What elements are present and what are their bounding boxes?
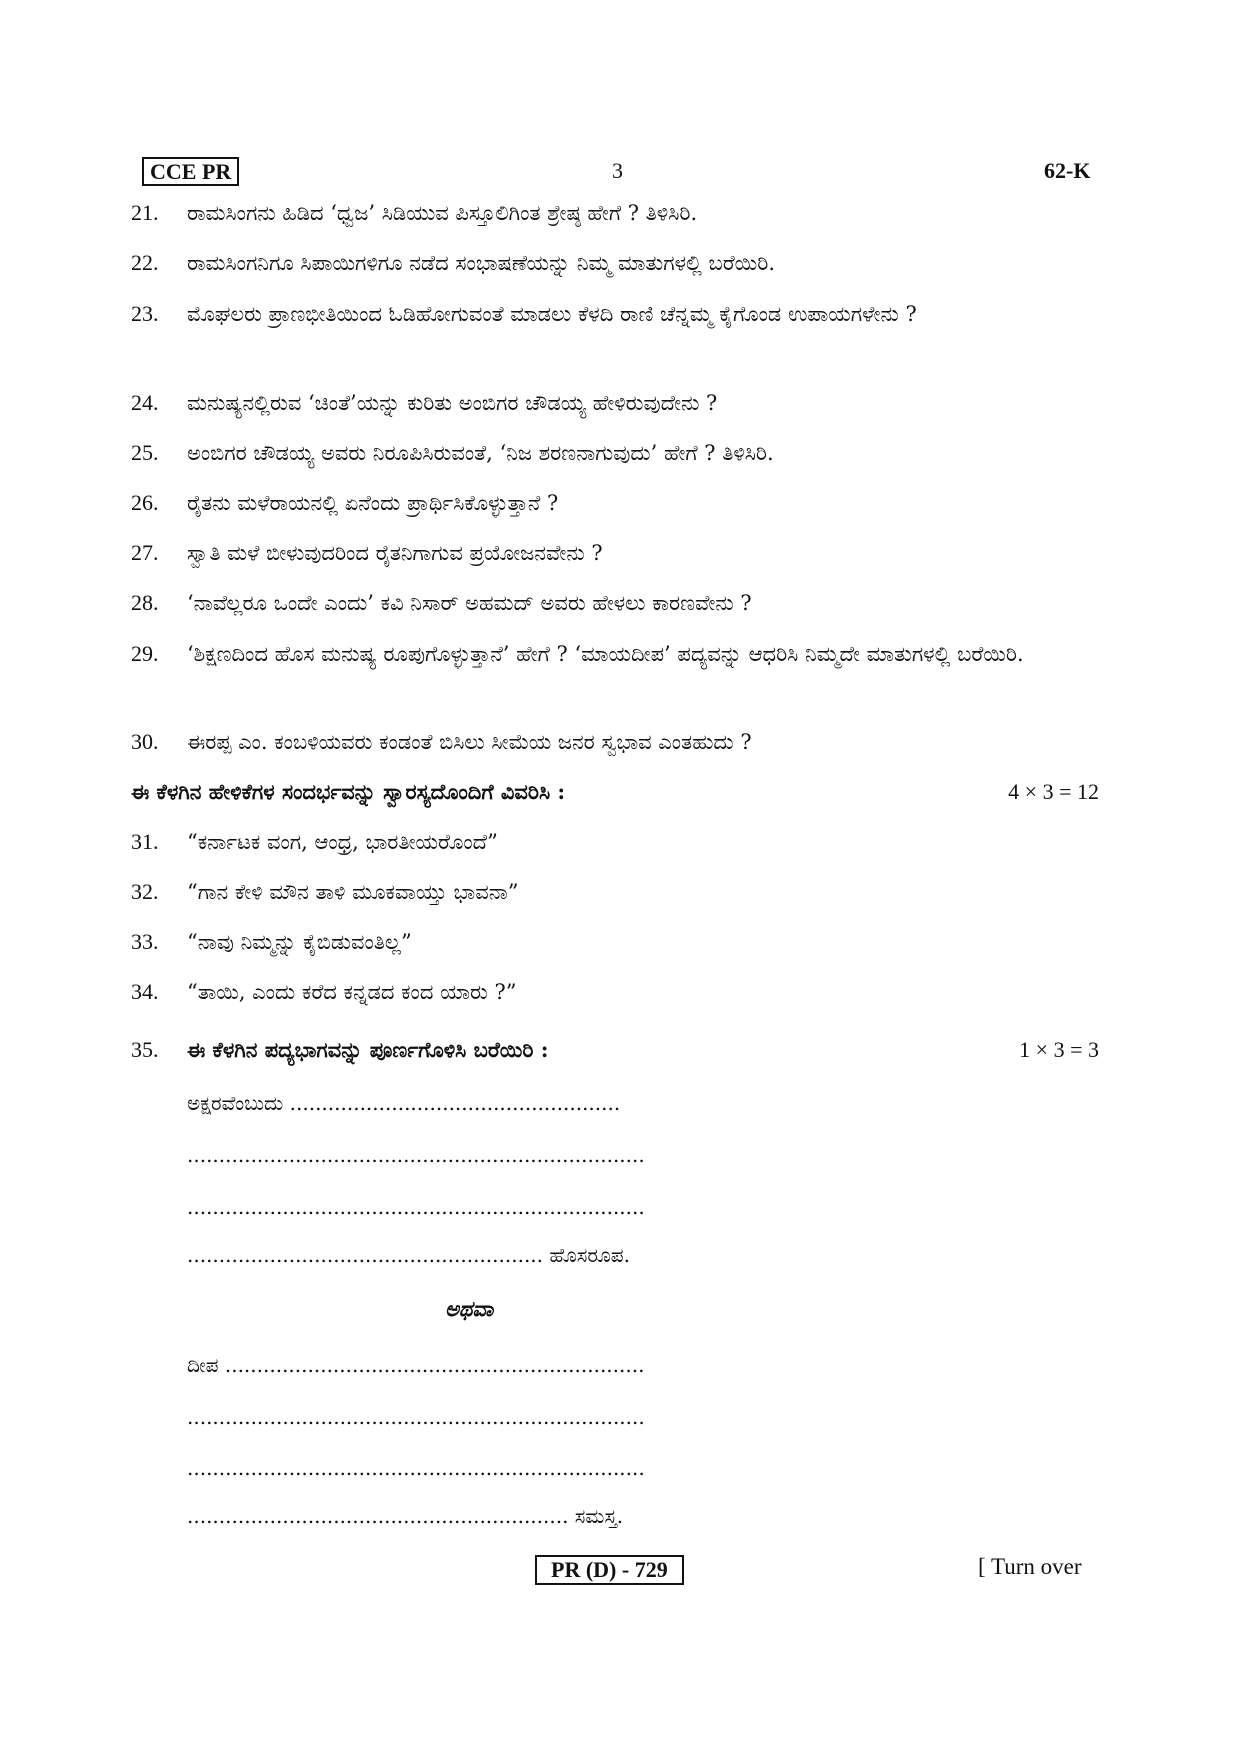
question-text: ‘ಶಿಕ್ಷಣದಿಂದ ಹೊಸ ಮನುಷ್ಯ ರೂಪುಗೊಳ್ಳುತ್ತಾನೆ’ ಹೇಗೆ ? ‘ಮಾಯದೀಪ’ ಪದ್ಯವನ್ನು ಆಧರಿಸಿ ನಿಮ್ಮದೇ ಮಾತುಗಳಲ್ಲಿ ಬರೆಯಿರಿ. [187, 642, 1024, 666]
section-heading [131, 772, 1099, 812]
page-number: 3 [612, 158, 623, 183]
question-number: 34. [131, 979, 159, 1004]
question-30 [131, 722, 1099, 762]
question-number: 31. [131, 829, 159, 854]
question-number: 23. [131, 301, 159, 326]
poem-line: ........................................................................ [187, 1456, 645, 1480]
question-text: “ಗಾನ ಕೇಳಿ ಮೌನ ತಾಳಿ ಮೂಕವಾಯ್ತು ಭಾವನಾ” [187, 880, 519, 904]
poem-line: ............................................................ ಸಮಸ್ತ. [187, 1504, 624, 1528]
poem-line: ........................................................ ಹೊಸರೂಪ. [187, 1243, 630, 1267]
question-23 [131, 294, 1099, 334]
question-25 [131, 433, 1099, 473]
poem-line: ........................................................................ [187, 1143, 645, 1167]
question-27 [131, 533, 1099, 573]
question-35 [131, 1030, 1099, 1070]
question-text: “ನಾವು ನಿಮ್ಮನ್ನು ಕೈಬಿಡುವಂತಿಲ್ಲ” [187, 930, 412, 954]
poem-line: ದೀಪ .................................................................. [187, 1353, 645, 1377]
question-number: 28. [131, 590, 159, 615]
question-number: 24. [131, 390, 159, 415]
section-instruction: ಈ ಕೆಳಗಿನ ಹೇಳಿಕೆಗಳ ಸಂದರ್ಭವನ್ನು ಸ್ವಾರಸ್ಯದೊಂದಿಗೆ ವಿವರಿಸಿ : [131, 779, 566, 804]
question-number: 26. [131, 490, 159, 515]
question-number: 33. [131, 929, 159, 954]
section-marks: 4 × 3 = 12 [1008, 779, 1099, 804]
question-number: 25. [131, 440, 159, 465]
footer-code-box: PR (D) - 729 [535, 1555, 684, 1585]
question-number: 22. [131, 250, 159, 275]
question-text: ರಾಮಸಿಂಗನಿಗೂ ಸಿಪಾಯಿಗಳಿಗೂ ನಡೆದ ಸಂಭಾಷಣೆಯನ್ನು ನಿಮ್ಮ ಮಾತುಗಳಲ್ಲಿ ಬರೆಯಿರಿ. [187, 251, 775, 275]
question-34 [131, 972, 1099, 1012]
question-22 [131, 243, 1099, 283]
question-21 [131, 193, 1099, 233]
question-text: ಅಂಬಿಗರ ಚೌಡಯ್ಯ ಅವರು ನಿರೂಪಿಸಿರುವಂತೆ, ‘ನಿಜ ಶರಣನಾಗುವುದು’ ಹೇಗೆ ? ತಿಳಿಸಿರಿ. [187, 441, 774, 465]
question-number: 35. [131, 1037, 159, 1062]
paper-code: 62-K [1044, 158, 1091, 183]
poem-line: ........................................................................ [187, 1405, 645, 1429]
question-text: ಮನುಷ್ಯನಲ್ಲಿರುವ ‘ಚಿಂತೆ’ಯನ್ನು ಕುರಿತು ಅಂಬಿಗರ ಚೌಡಯ್ಯ ಹೇಳಿರುವುದೇನು ? [187, 391, 718, 415]
question-26 [131, 483, 1099, 523]
question-text: ‘ನಾವೆಲ್ಲರೂ ಒಂದೇ ಎಂದು’ ಕವಿ ನಿಸಾರ್ ಅಹಮದ್ ಅವರು ಹೇಳಲು ಕಾರಣವೇನು ? [187, 591, 752, 615]
poem-line: ........................................................................ [187, 1195, 645, 1219]
question-text: ಸ್ವಾತಿ ಮಳೆ ಬೀಳುವುದರಿಂದ ರೈತನಿಗಾಗುವ ಪ್ರಯೋಜನವೇನು ? [187, 541, 603, 565]
question-28 [131, 583, 1099, 623]
question-text: “ಕರ್ನಾಟಕ ವಂಗ, ಆಂಧ್ರ, ಭಾರತೀಯರೊಂದೆ” [187, 830, 498, 854]
question-31 [131, 822, 1099, 862]
poem-line: ಅಕ್ಷರವೆಂಬುದು .................................................... [187, 1091, 621, 1115]
question-text: ರೈತನು ಮಳೆರಾಯನಲ್ಲಿ ಏನೆಂದು ಪ್ರಾರ್ಥಿಸಿಕೊಳ್ಳುತ್ತಾನೆ ? [187, 491, 559, 515]
question-33 [131, 922, 1099, 962]
question-number: 21. [131, 200, 159, 225]
question-text: ಮೊಘಲರು ಪ್ರಾಣಭೀತಿಯಿಂದ ಓಡಿಹೋಗುವಂತೆ ಮಾಡಲು ಕೆಳದಿ ರಾಣಿ ಚೆನ್ನಮ್ಮ ಕೈಗೊಂಡ ಉಪಾಯಗಳೇನು ? [187, 302, 917, 326]
turn-over-note: [ Turn over [978, 1554, 1082, 1579]
question-number: 30. [131, 729, 159, 754]
question-text: ಈ ಕೆಳಗಿನ ಪದ್ಯಭಾಗವನ್ನು ಪೂರ್ಣಗೊಳಿಸಿ ಬರೆಯಿರಿ : [187, 1037, 549, 1062]
or-label: ಅಥವಾ [445, 1296, 494, 1321]
question-text: ಈರಪ್ಪ ಎಂ. ಕಂಬಳಿಯವರು ಕಂಡಂತೆ ಬಿಸಿಲು ಸೀಮೆಯ ಜನರ ಸ್ವಭಾವ ಎಂತಹುದು ? [187, 730, 752, 754]
question-24 [131, 383, 1099, 423]
question-29 [131, 634, 1099, 674]
question-text: ರಾಮಸಿಂಗನು ಹಿಡಿದ ‘ಧ್ವಜ’ ಸಿಡಿಯುವ ಪಿಸ್ತೂಲಿಗಿಂತ ಶ್ರೇಷ್ಠ ಹೇಗೆ ? ತಿಳಿಸಿರಿ. [187, 201, 698, 225]
question-number: 27. [131, 540, 159, 565]
question-number: 29. [131, 641, 159, 666]
question-number: 32. [131, 879, 159, 904]
question-text: “ತಾಯಿ, ಎಂದು ಕರೆದ ಕನ್ನಡದ ಕಂದ ಯಾರು ?” [187, 980, 517, 1004]
header-code-box: CCE PR [142, 157, 239, 186]
question-32 [131, 872, 1099, 912]
question-marks: 1 × 3 = 3 [1019, 1037, 1099, 1062]
